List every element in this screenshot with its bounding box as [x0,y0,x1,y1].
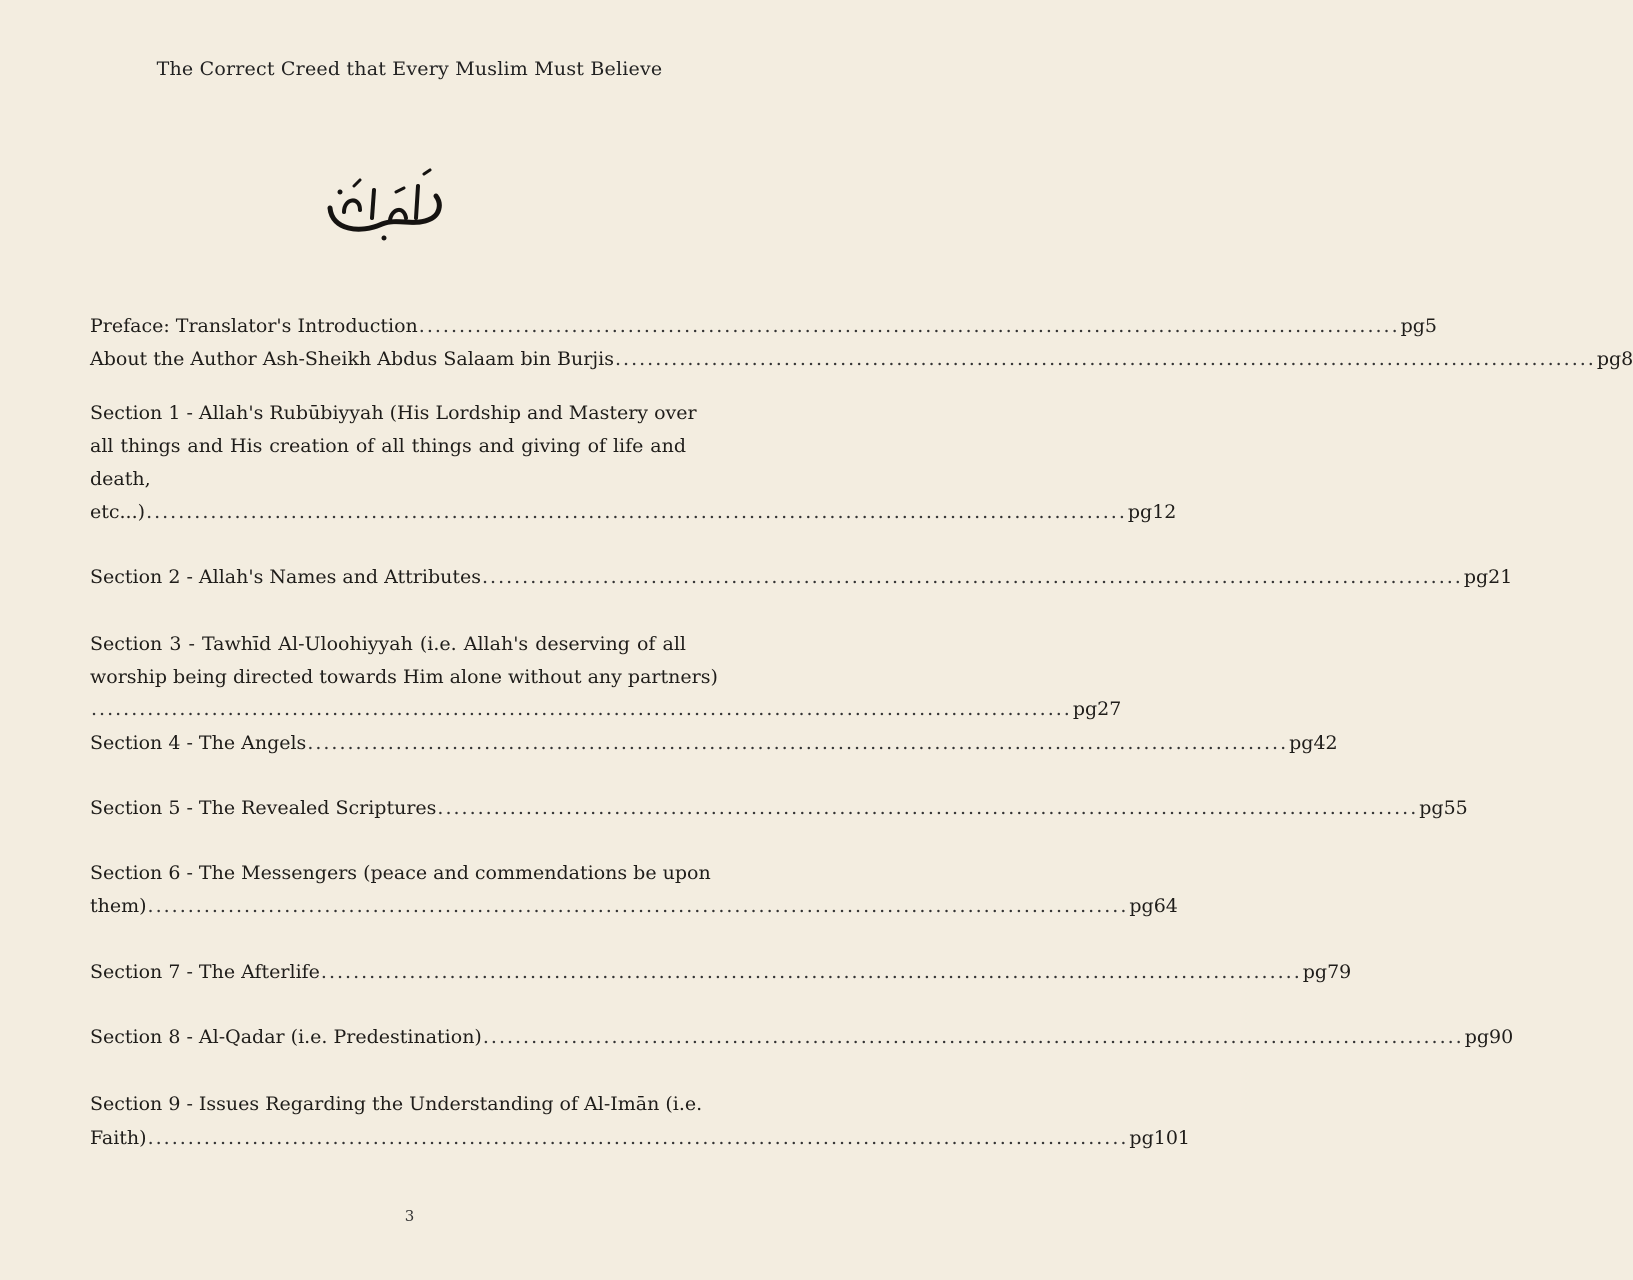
arabic-title-calligraphy [320,168,450,246]
toc-entry-label: About the Author Ash-Sheikh Abdus Salaam bin Burjis [90,348,614,370]
leader-dots: .......................................................................................................................... [91,698,1072,720]
toc-entry-label: Section 8 - Al-Qadar (i.e. Predestination) [90,1026,482,1048]
toc-entry [90,314,1438,338]
toc-entry [90,697,1122,721]
toc-entry-page: pg79 [1302,961,1352,983]
toc-entry-page: pg64 [1129,895,1178,917]
toc-entry-label: Faith) [90,1127,147,1149]
toc-entry-page: pg55 [1419,797,1468,819]
toc-entry-label: Section 5 - The Revealed Scriptures [90,797,437,819]
toc-entry-page: pg8 [1596,348,1633,370]
toc-entry-page: pg101 [1129,1127,1191,1149]
page-number: 3 [404,1207,415,1225]
running-head: The Correct Creed that Every Muslim Must Believe [156,58,663,80]
leader-dots: .......................................................................................................................... [481,566,1463,588]
toc-entry [90,960,1352,984]
toc-entry-label: Section 7 - The Afterlife [90,961,320,983]
toc-entry-page: pg21 [1463,566,1513,588]
toc-entry-line: all things and His creation of all things and giving of life and [90,435,686,457]
toc-entry-line: worship being directed towards Him alone without any partners) [90,666,718,688]
toc-entry-line: Section 9 - Issues Regarding the Understanding of Al-Imān (i.e. [90,1093,703,1115]
toc-entry-page: pg27 [1072,698,1122,720]
leader-dots: .......................................................................................................................... [146,501,1127,523]
leader-dots: .......................................................................................................................... [437,797,1419,819]
toc-entry-page: pg42 [1289,732,1338,754]
leader-dots: .......................................................................................................................... [320,961,1302,983]
toc-entry [90,565,1513,589]
toc-entry-label: Section 4 - The Angels [90,732,307,754]
toc-entry [90,1025,1514,1049]
toc-entry [90,894,1178,918]
leader-dots: .......................................................................................................................... [418,315,1400,337]
toc-entry [90,347,1633,371]
toc-entry-page: pg12 [1127,501,1177,523]
toc-entry [90,500,1177,524]
leader-dots: .......................................................................................................................... [615,348,1596,370]
toc-entry [90,731,1338,755]
toc-entry-label: etc...) [90,501,146,523]
toc-entry [90,1126,1191,1150]
leader-dots: .......................................................................................................................... [482,1026,1464,1048]
toc-entry-page: pg90 [1464,1026,1514,1048]
toc-entry-line: Section 1 - Allah's Rubūbiyyah (His Lordship and Mastery over [90,402,697,424]
toc-entry-page: pg5 [1400,315,1438,337]
leader-dots: .......................................................................................................................... [147,895,1129,917]
toc-entry-label: Preface: Translator's Introduction [90,315,418,337]
leader-dots: .......................................................................................................................... [147,1127,1129,1149]
leader-dots: .......................................................................................................................... [307,732,1289,754]
toc-entry-line: Section 6 - The Messengers (peace and commendations be upon [90,862,711,884]
toc-entry [90,796,1468,820]
toc-entry-label: Section 2 - Allah's Names and Attributes [90,566,481,588]
toc-entry-line: Section 3 - Tawhīd Al-Uloohiyyah (i.e. Allah's deserving of all [90,633,686,655]
toc-entry-line: death, [90,468,151,490]
toc-entry-label: them) [90,895,147,917]
